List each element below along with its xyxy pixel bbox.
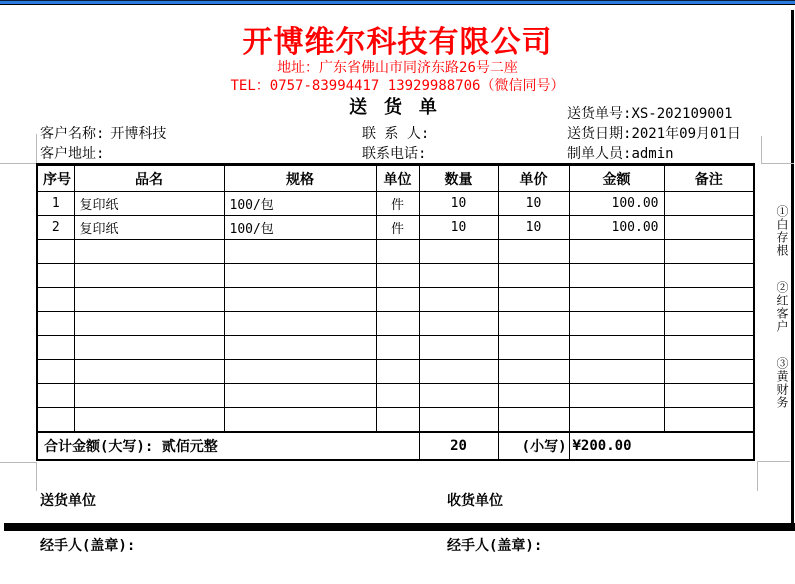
delivery-date-value: 2021年09月01日: [631, 126, 741, 142]
receiver-signature-block: [447, 464, 542, 584]
doc-title: 送 货 单: [349, 97, 440, 118]
table-header-row: [37, 165, 754, 192]
sender-unit-label: 送货单位: [40, 493, 96, 509]
cell-product: 复印纸: [74, 216, 224, 240]
cell-unit: 件: [376, 192, 419, 216]
table-row: [37, 192, 754, 216]
copy-label-yellow-finance: ③黄财务: [775, 357, 789, 409]
margin-mark-top-right: [761, 136, 794, 164]
contact-field: [362, 123, 435, 143]
margin-mark-bottom-right: [757, 461, 790, 491]
col-header-amount: 金额: [569, 165, 664, 192]
customer-address-label: 客户地址:: [40, 146, 105, 162]
company-tel: TEL：0757-83994417 13929988706（微信同号）: [230, 78, 565, 94]
sender-signature-block: [40, 464, 135, 584]
cell-qty: 10: [419, 216, 498, 240]
window-top-edge: [0, 0, 795, 5]
delivery-date-label: 送货日期:: [567, 126, 632, 142]
table-row-empty: [37, 312, 754, 336]
table-row-empty: [37, 360, 754, 384]
col-header-unit: 单位: [376, 165, 419, 192]
table-row-empty: [37, 384, 754, 408]
company-name: 开博维尔科技有限公司: [242, 25, 553, 60]
margin-mark-bottom-left: [0, 462, 37, 491]
maker-field: [567, 143, 674, 163]
order-no-field: [567, 103, 733, 123]
receiver-sign-label: 经手人(盖章):: [447, 538, 543, 554]
receiver-unit-label: 收货单位: [447, 493, 503, 509]
customer-address-field: [40, 143, 110, 163]
table-row-empty: [37, 264, 754, 288]
customer-name-label: 客户名称:: [40, 126, 105, 142]
cell-qty: 10: [419, 192, 498, 216]
table-row-empty: [37, 408, 754, 433]
col-header-seq: 序号: [37, 165, 74, 192]
col-header-price: 单价: [498, 165, 569, 192]
maker-label: 制单人员:: [567, 146, 632, 162]
cell-unit: 件: [376, 216, 419, 240]
col-header-product: 品名: [74, 165, 224, 192]
cell-spec: 100/包: [224, 216, 376, 240]
small-amount-label: (小写): [498, 432, 569, 460]
copy-label-white-stub: ①白存根: [775, 205, 789, 257]
margin-mark-top-left: [0, 134, 37, 164]
table-row-empty: [37, 336, 754, 360]
contact-phone-field: [362, 143, 432, 163]
cell-remark: [664, 192, 754, 216]
table-row: [37, 216, 754, 240]
col-header-spec: 规格: [224, 165, 376, 192]
table-row-empty: [37, 240, 754, 264]
cell-remark: [664, 216, 754, 240]
order-no-label: 送货单号:: [567, 106, 632, 122]
table-total-row: [37, 432, 754, 460]
order-no-value: XS-202109001: [631, 106, 733, 122]
total-amount-figure: ¥200.00: [569, 432, 754, 460]
copy-label-red-customer: ②红客户: [775, 281, 789, 333]
company-address: 地址：广东省佛山市同济东路26号二座: [277, 60, 518, 76]
cell-seq: 1: [37, 192, 74, 216]
cell-price: 10: [498, 192, 569, 216]
delivery-date-field: [567, 123, 741, 143]
col-header-remark: 备注: [664, 165, 754, 192]
cell-amount: 100.00: [569, 216, 664, 240]
maker-value: admin: [631, 146, 674, 162]
customer-name-value: 开博科技: [110, 126, 167, 142]
total-quantity: 20: [419, 432, 498, 460]
cell-price: 10: [498, 216, 569, 240]
col-header-qty: 数量: [419, 165, 498, 192]
sender-sign-label: 经手人(盖章):: [40, 538, 136, 554]
table-row-empty: [37, 288, 754, 312]
cell-spec: 100/包: [224, 192, 376, 216]
contact-label: 联 系 人:: [362, 126, 430, 142]
cell-amount: 100.00: [569, 192, 664, 216]
customer-name-field: [40, 123, 166, 143]
total-amount-words: 合计金额(大写): 贰佰元整: [37, 432, 419, 460]
cell-product: 复印纸: [74, 192, 224, 216]
copy-legend: [773, 205, 791, 409]
items-table: [36, 163, 755, 461]
contact-phone-label: 联系电话:: [362, 146, 427, 162]
cell-seq: 2: [37, 216, 74, 240]
